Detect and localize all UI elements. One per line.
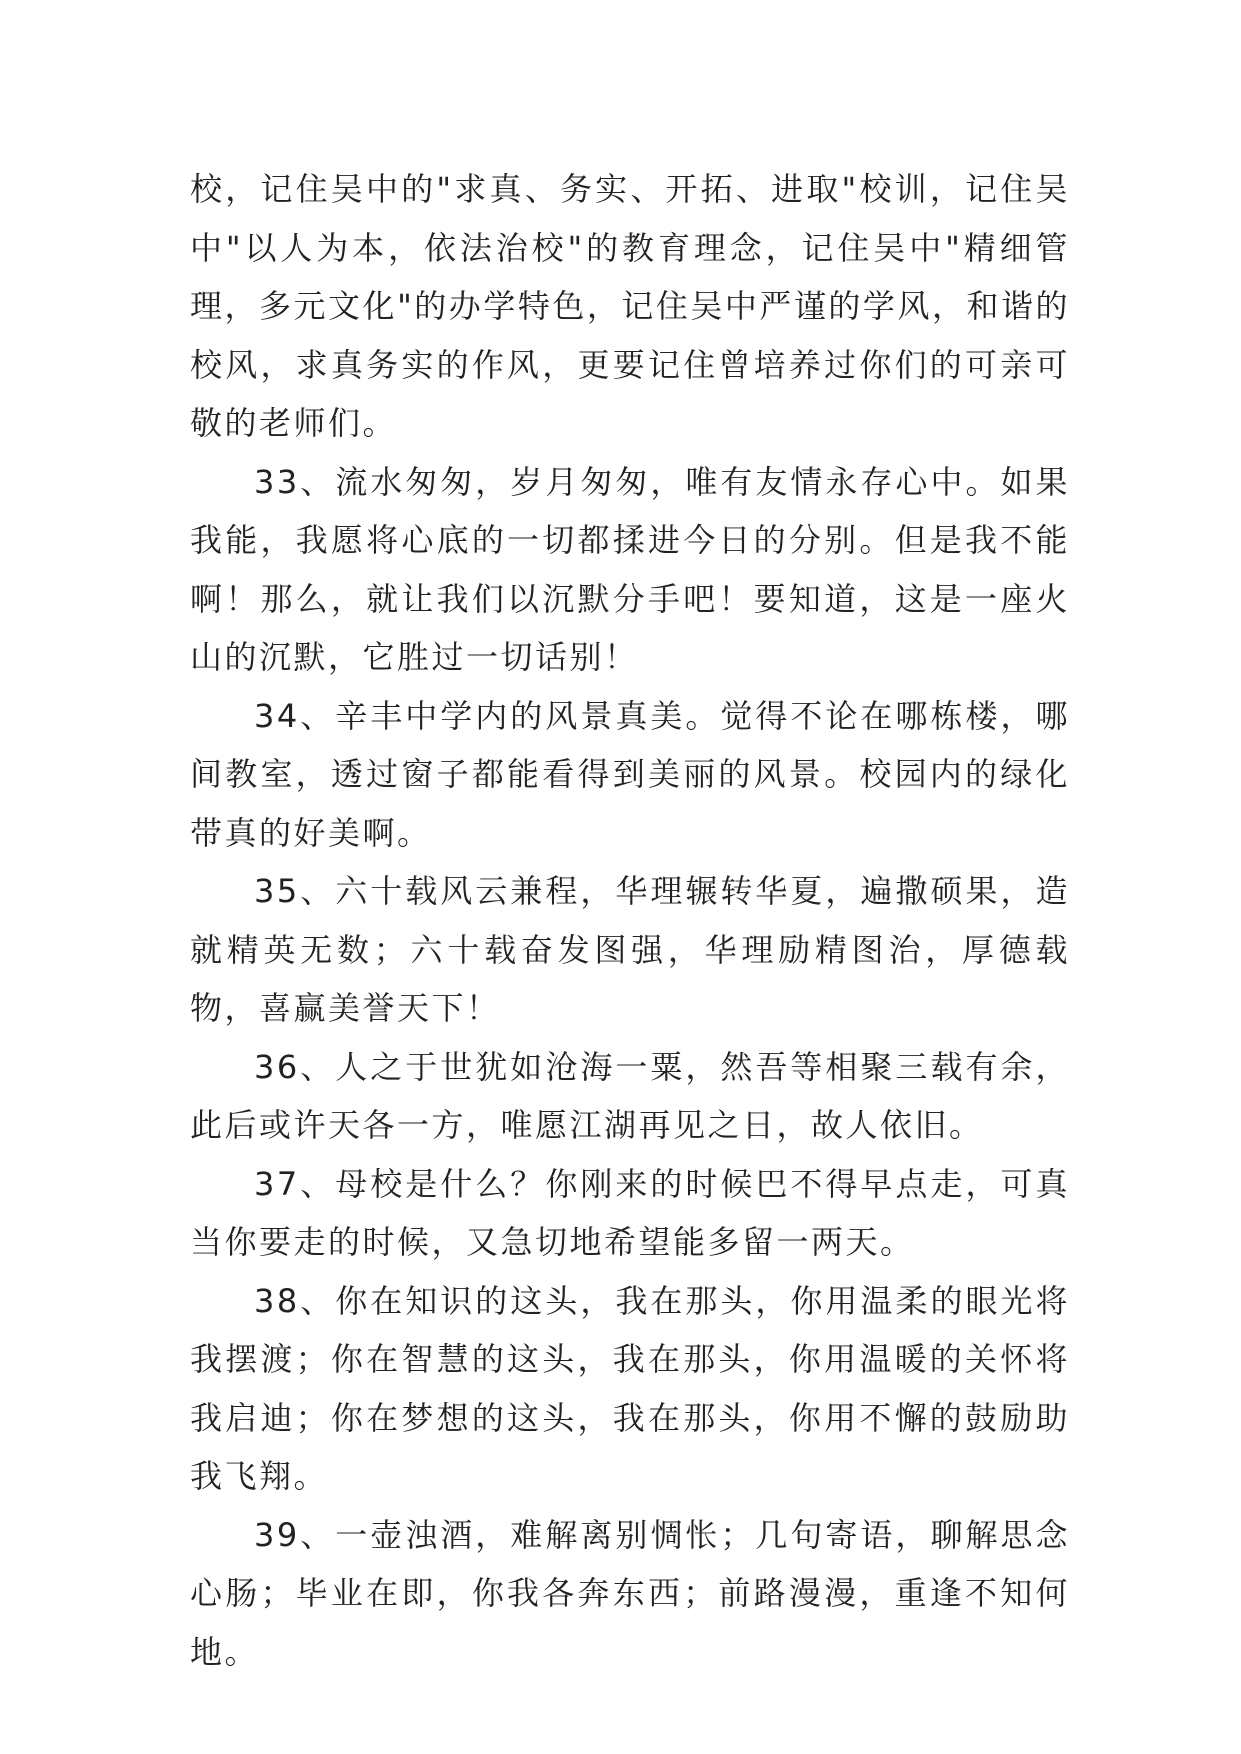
paragraph-continued: 校，记住吴中的"求真、务实、开拓、进取"校训，记住吴中"以人为本，依法治校"的教育理念，记住吴中"精细管理，多元文化"的办学特色，记住吴中严谨的学风，和谐的校风，求真务实的作风，更要记住曾培养过你们的可亲可敬的老师们。 bbox=[190, 170, 1070, 442]
paragraph-37: 37、母校是什么？你刚来的时候巴不得早点走，可真当你要走的时候，又急切地希望能多留一两天。 bbox=[190, 1164, 1070, 1261]
document-body bbox=[190, 160, 1070, 1681]
paragraph-35: 35、六十载风云兼程，华理辗转华夏，遍撒硕果，造就精英无数；六十载奋发图强，华理励精图治，厚德载物，喜赢美誉天下！ bbox=[190, 872, 1070, 1027]
paragraph-39: 39、一壶浊酒，难解离别惆怅；几句寄语，聊解思念心肠；毕业在即，你我各奔东西；前路漫漫，重逢不知何地。 bbox=[190, 1515, 1070, 1671]
paragraph-38: 38、你在知识的这头，我在那头，你用温柔的眼光将我摆渡；你在智慧的这头，我在那头，你用温暖的关怀将我启迪；你在梦想的这头，我在那头，你用不懈的鼓励助我飞翔。 bbox=[190, 1281, 1070, 1495]
paragraph-36: 36、人之于世犹如沧海一粟，然吾等相聚三载有余，此后或许天各一方，唯愿江湖再见之日，故人依旧。 bbox=[190, 1047, 1070, 1144]
paragraph-34: 34、辛丰中学内的风景真美。觉得不论在哪栋楼，哪间教室，透过窗子都能看得到美丽的风景。校园内的绿化带真的好美啊。 bbox=[190, 696, 1070, 852]
paragraph-33: 33、流水匆匆，岁月匆匆，唯有友情永存心中。如果我能，我愿将心底的一切都揉进今日的分别。但是我不能啊！那么，就让我们以沉默分手吧！要知道，这是一座火山的沉默，它胜过一切话别！ bbox=[190, 462, 1070, 676]
